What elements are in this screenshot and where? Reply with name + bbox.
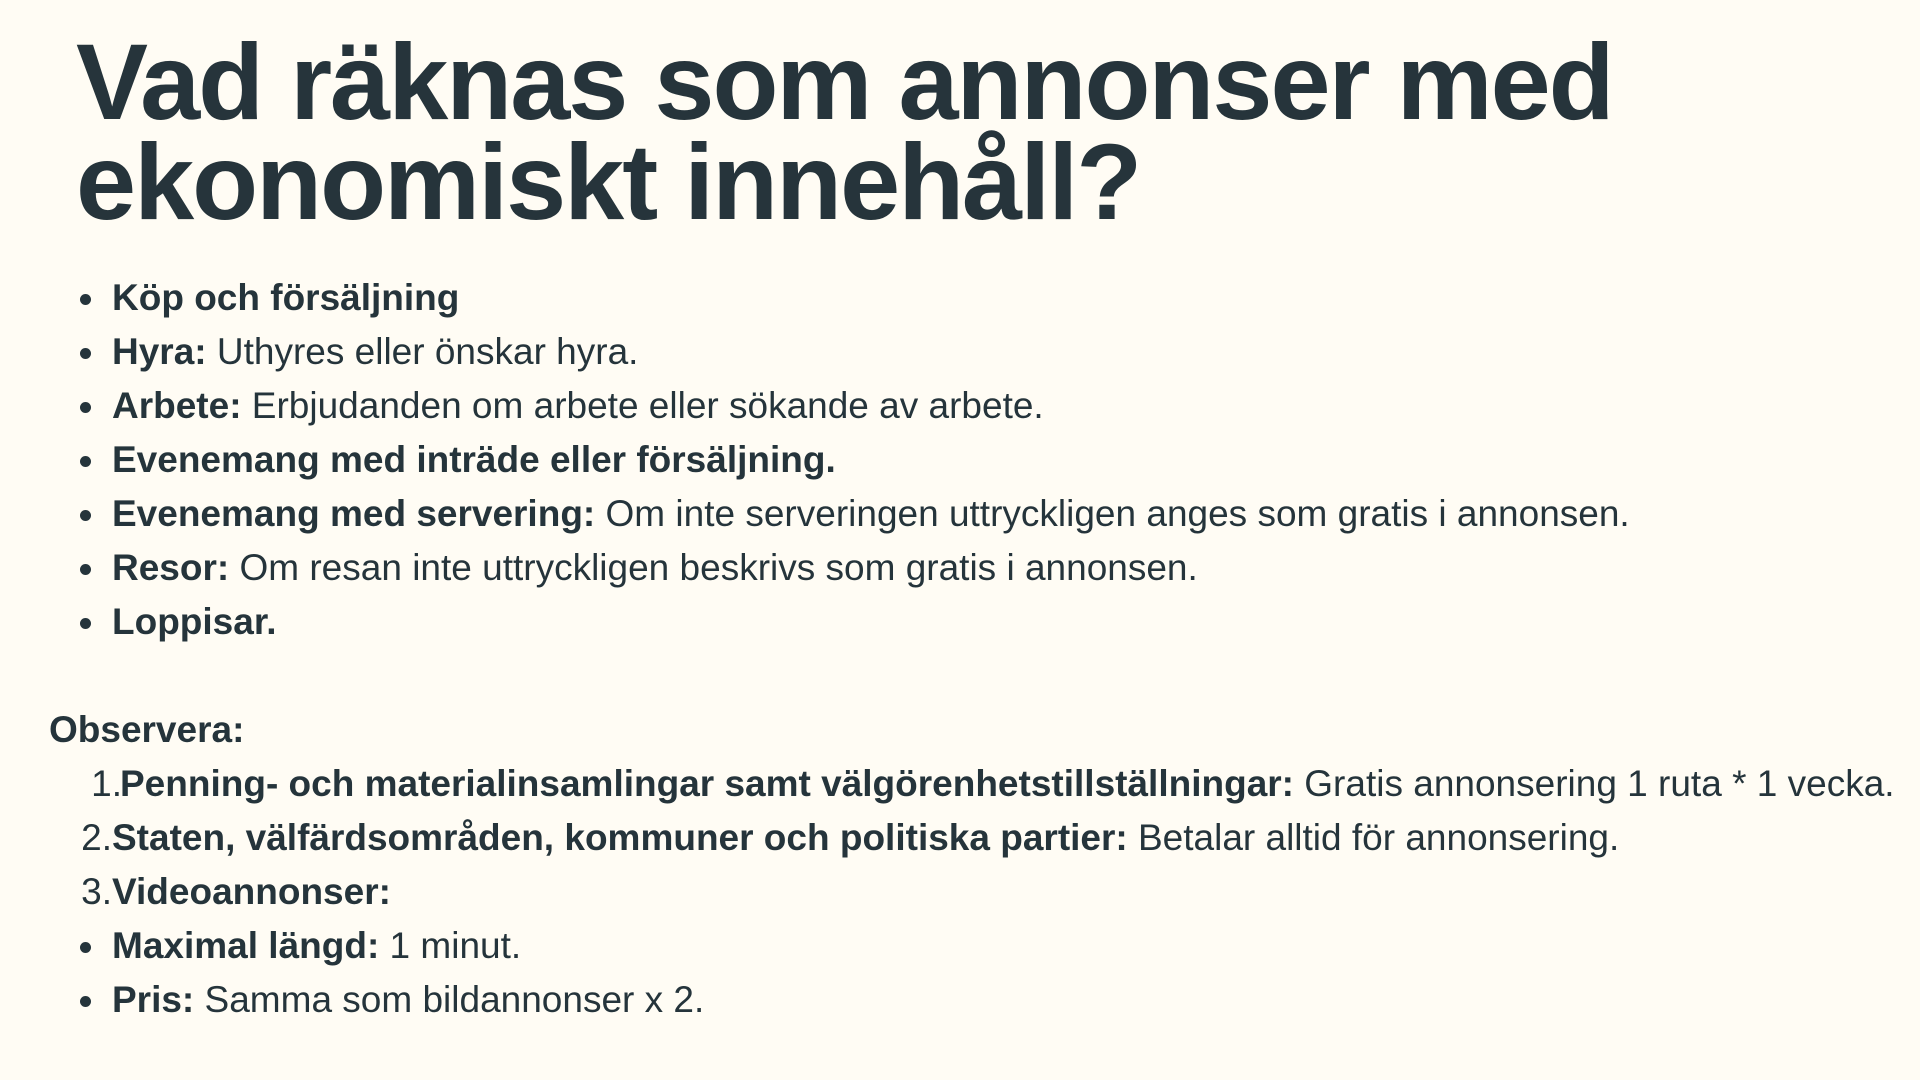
item-label: Penning- och materialinsamlingar samt välgörenhetstillställningar: bbox=[120, 763, 1294, 804]
list-item bbox=[0, 487, 1880, 541]
numbered-item bbox=[0, 865, 1900, 919]
criteria-list bbox=[0, 271, 1880, 649]
list-item bbox=[0, 271, 1880, 325]
notes-list bbox=[0, 757, 1900, 919]
item-label: Videoannonser: bbox=[112, 871, 391, 912]
item-label: Evenemang med servering: bbox=[112, 493, 596, 534]
item-number: 3. bbox=[81, 871, 112, 912]
list-item bbox=[0, 379, 1880, 433]
item-text: Uthyres eller önskar hyra. bbox=[206, 331, 639, 372]
item-label: Hyra: bbox=[112, 331, 207, 372]
item-text: Betalar alltid för annonsering. bbox=[1127, 817, 1620, 858]
item-label: Maximal längd: bbox=[112, 925, 380, 966]
item-label: Evenemang med inträde eller försäljning. bbox=[112, 439, 836, 480]
numbered-item bbox=[0, 811, 1900, 865]
item-text: Om resan inte uttryckligen beskrivs som gratis i annonsen. bbox=[229, 547, 1198, 588]
item-label: Resor: bbox=[112, 547, 230, 588]
item-text: Om inte serveringen uttryckligen anges som gratis i annonsen. bbox=[595, 493, 1630, 534]
item-text: Gratis annonsering 1 ruta * 1 vecka. bbox=[1294, 763, 1895, 804]
item-text: Samma som bildannonser x 2. bbox=[194, 979, 705, 1020]
list-item bbox=[0, 595, 1880, 649]
observe-heading: Observera: bbox=[49, 709, 245, 750]
list-item bbox=[0, 325, 1880, 379]
item-label: Arbete: bbox=[112, 385, 242, 426]
list-item bbox=[0, 541, 1880, 595]
item-label: Loppisar. bbox=[112, 601, 277, 642]
item-text: 1 minut. bbox=[379, 925, 522, 966]
video-details-list bbox=[0, 919, 704, 1027]
list-item bbox=[0, 433, 1880, 487]
item-text: Erbjudanden om arbete eller sökande av arbete. bbox=[241, 385, 1044, 426]
item-number: 1. bbox=[91, 763, 122, 804]
list-item bbox=[0, 973, 704, 1027]
item-label: Pris: bbox=[112, 979, 195, 1020]
list-item bbox=[0, 919, 704, 973]
page-title-line-1: Vad räknas som annonser med bbox=[76, 21, 1613, 142]
page-title-line-2: ekonomiskt innehåll? bbox=[76, 121, 1141, 242]
numbered-item bbox=[0, 757, 1900, 811]
item-label: Köp och försäljning bbox=[112, 277, 460, 318]
item-number: 2. bbox=[81, 817, 112, 858]
page-title bbox=[76, 21, 1856, 242]
item-label: Staten, välfärdsområden, kommuner och politiska partier: bbox=[112, 817, 1128, 858]
